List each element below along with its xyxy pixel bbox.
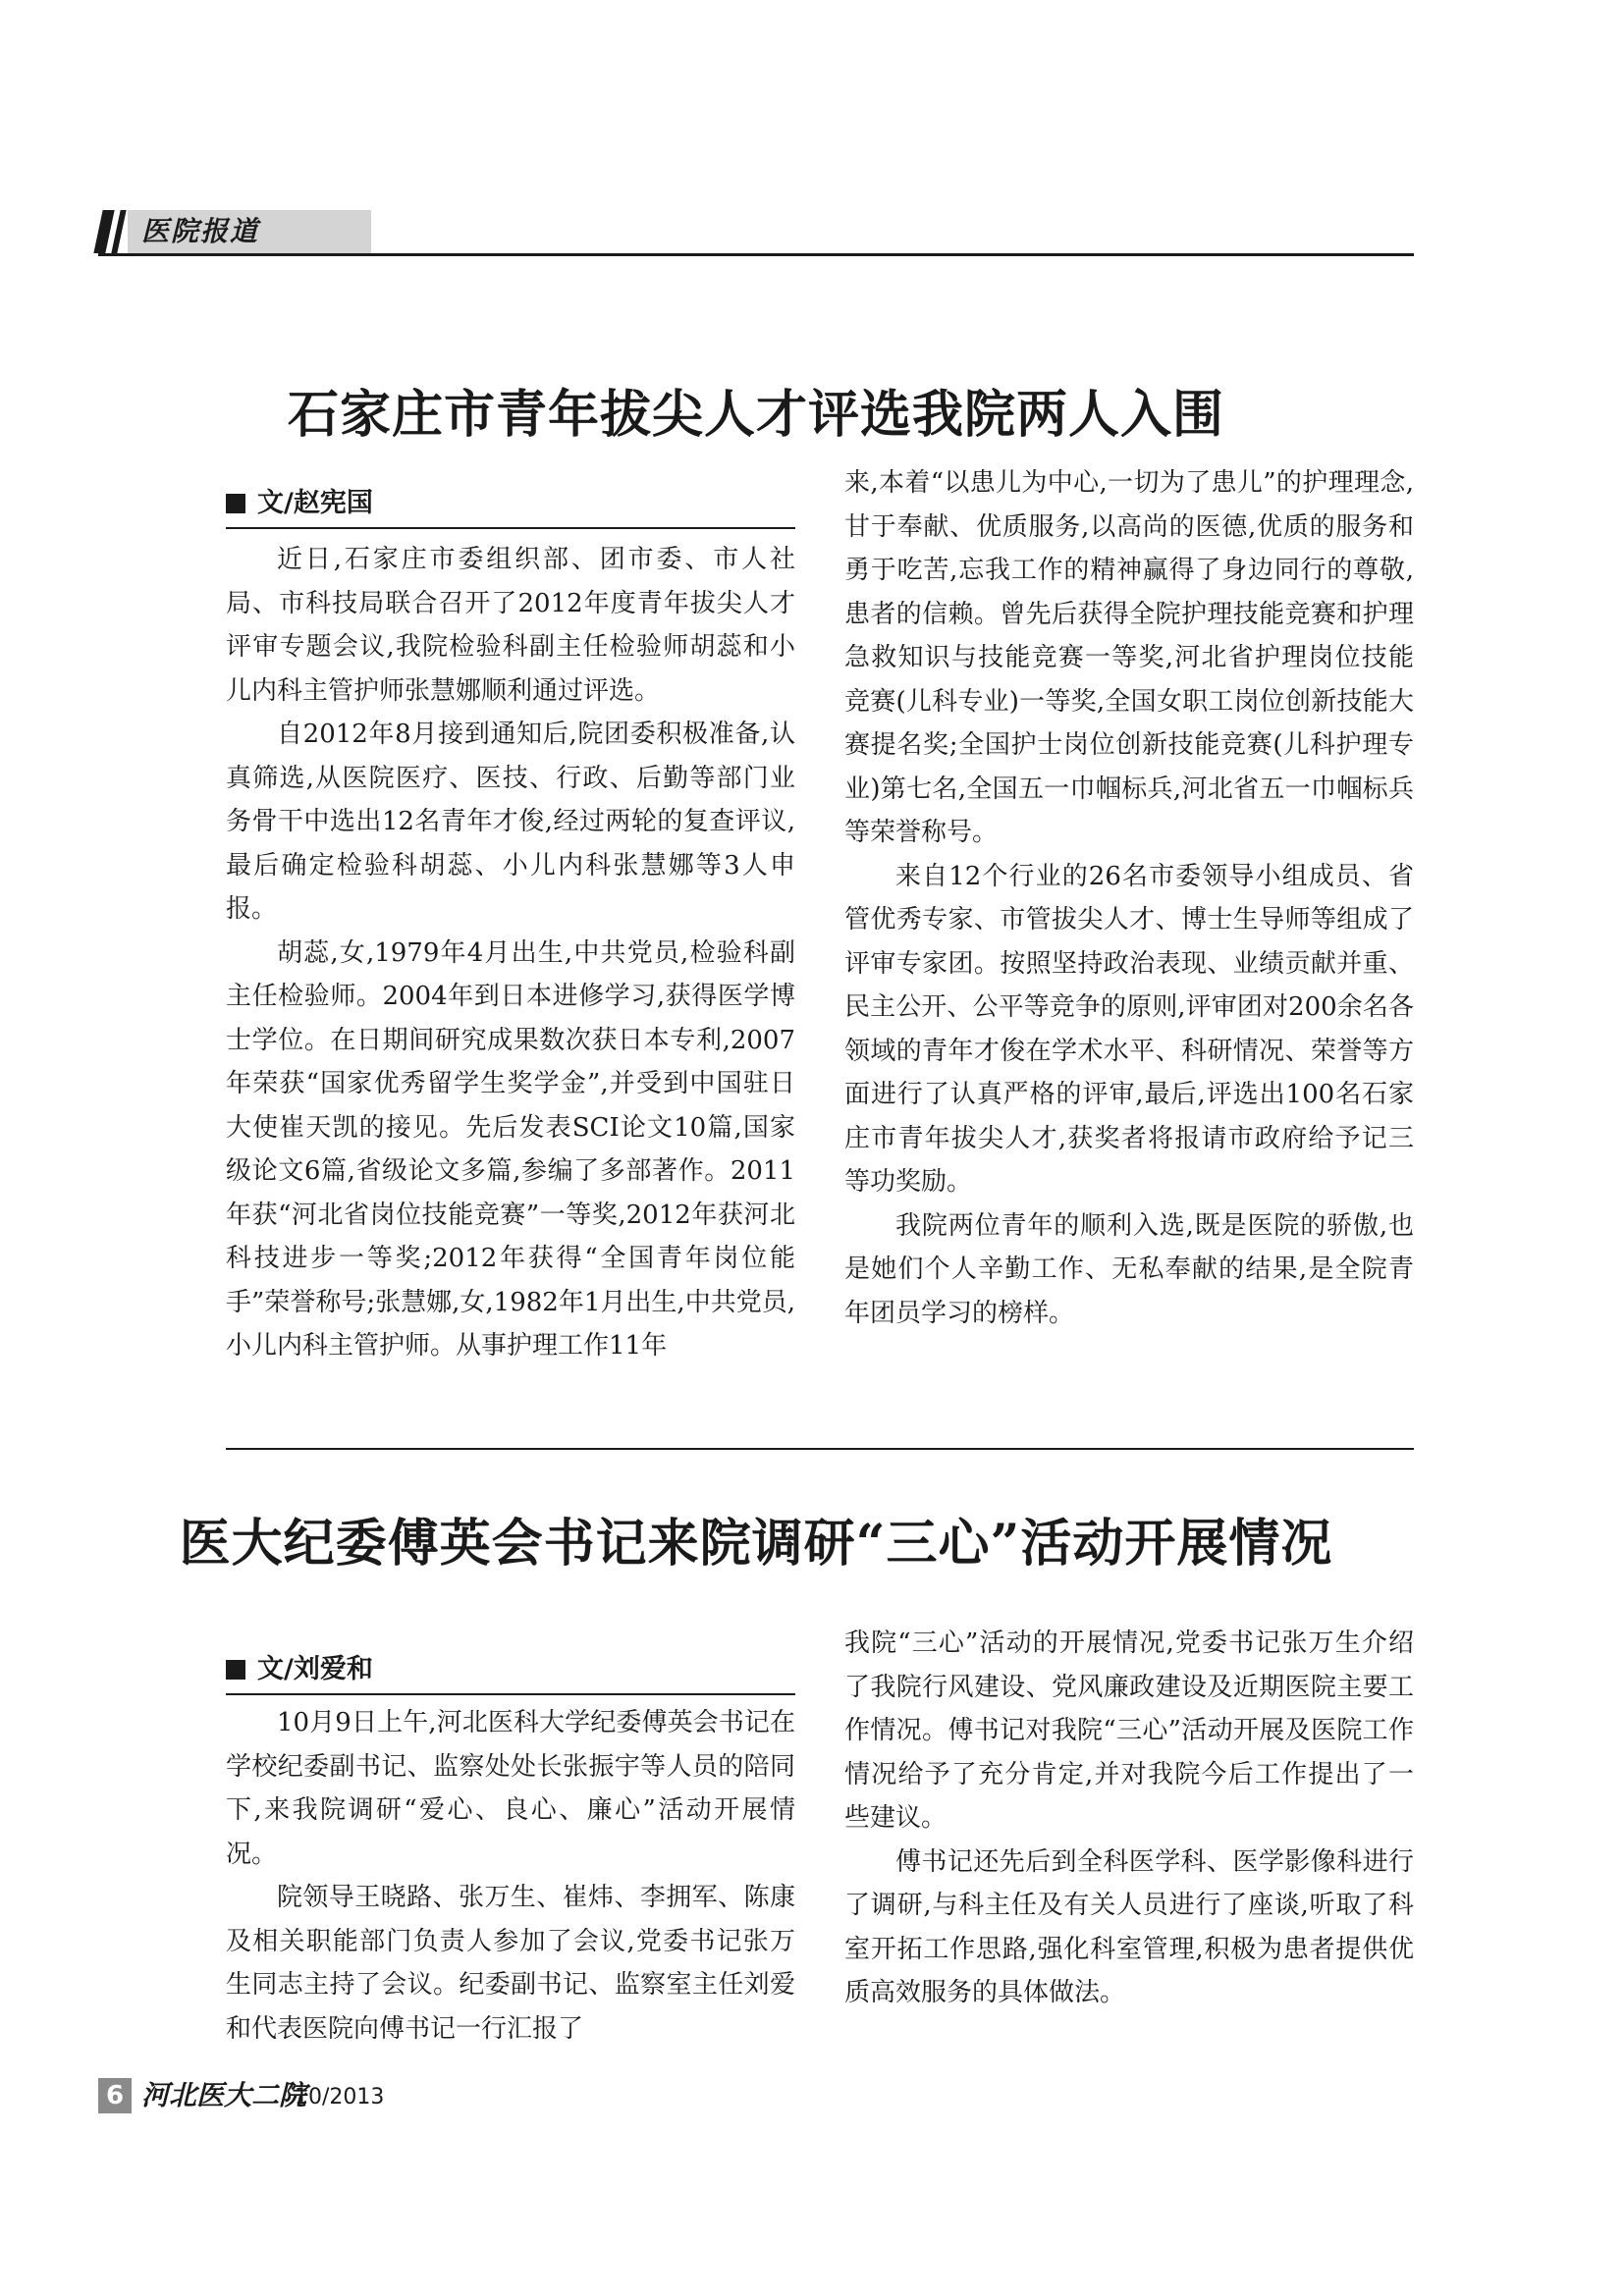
article2-paragraph: 傅书记还先后到全科医学科、医学影像科进行了调研,与科主任及有关人员进行了座谈,听取了科室开拓工作思路,强化科室管理,积极为患者提供优质高效服务的具体做法。 — [844, 1846, 1414, 2007]
header-accent-bar — [93, 210, 114, 253]
article1-right-column — [844, 461, 1414, 1335]
page-number: 6 — [98, 2078, 132, 2113]
section-tag: 医院报道 — [128, 210, 371, 253]
article1-byline — [226, 484, 795, 529]
article2-left-column — [226, 1701, 795, 2051]
article1-paragraph: 来,本着“以患儿为中心,一切为了患儿”的护理理念,甘于奉献、优质服务,以高尚的医德,优质的服务和勇于吃苦,忘我工作的精神赢得了身边同行的尊敬,患者的信赖。曾先后获得全院护理技能竞赛和护理急救知识与技能竞赛一等奖,河北省护理岗位技能竞赛(儿科专业)一等奖,全国女职工岗位创新技能大赛提名奖;全国护士岗位创新技能竞赛(儿科护理专业)第七名,全国五一巾帼标兵,河北省五一巾帼标兵等荣誉称号。 — [844, 468, 1414, 847]
issue-number: 10/2013 — [295, 2085, 385, 2109]
article2-right-column — [844, 1622, 1414, 2015]
article1-paragraph: 我院两位青年的顺利入选,既是医院的骄傲,也是她们个人辛勤工作、无私奉献的结果,是全院青年团员学习的榜样。 — [844, 1210, 1414, 1328]
article2-paragraph: 我院“三心”活动的开展情况,党委书记张万生介绍了我院行风建设、党风廉政建设及近期医院主要工作情况。傅书记对我院“三心”活动开展及医院工作情况给予了充分肯定,并对我院今后工作提出了一些建议。 — [844, 1629, 1414, 1833]
byline-square-icon — [226, 494, 245, 513]
byline-square-icon — [226, 1660, 245, 1680]
article1-title: 石家庄市青年拔尖人才评选我院两人入围 — [287, 385, 1224, 445]
article2-title: 医大纪委傅英会书记来院调研“三心”活动开展情况 — [179, 1514, 1333, 1574]
article2-paragraph: 院领导王晓路、张万生、崔炜、李拥军、陈康及相关职能部门负责人参加了会议,党委书记张万生同志主持了会议。纪委副书记、监察室主任刘爱和代表医院向傅书记一行汇报了 — [226, 1883, 795, 2044]
header-rule — [98, 253, 1414, 256]
article2-author: 文/刘爱和 — [257, 1654, 373, 1684]
header-accent-bar-thin — [111, 210, 126, 253]
article1-paragraph: 自2012年8月接到通知后,院团委积极准备,认真筛选,从医院医疗、医技、行政、后勤等部门业务骨干中选出12名青年才俊,经过两轮的复查评议,最后确定检验科胡蕊、小儿内科张慧娜等3人申报。 — [226, 720, 795, 924]
article1-author: 文/赵宪国 — [257, 488, 373, 518]
article1-paragraph: 来自12个行业的26名市委领导小组成员、省管优秀专家、市管拔尖人才、博士生导师等组成了评审专家团。按照坚持政治表现、业绩贡献并重、民主公开、公平等竞争的原则,评审团对200余名各领域的青年才俊在学术水平、科研情况、荣誉等方面进行了认真严格的评审,最后,评选出100名石家庄市青年拔尖人才,获奖者将报请市政府给予记三等功奖励。 — [844, 861, 1414, 1197]
section-header — [98, 206, 1414, 257]
article2-byline — [226, 1650, 795, 1695]
article1-left-column — [226, 538, 795, 1368]
journal-name: 河北医大二院 — [141, 2079, 307, 2111]
article2-paragraph: 10月9日上午,河北医科大学纪委傅英会书记在学校纪委副书记、监察处处长张振宇等人员的陪同下,来我院调研“爱心、良心、廉心”活动开展情况。 — [226, 1708, 795, 1869]
article1-paragraph: 胡蕊,女,1979年4月出生,中共党员,检验科副主任检验师。2004年到日本进修学习,获得医学博士学位。在日期间研究成果数次获日本专利,2007年荣获“国家优秀留学生奖学金”,并受到中国驻日大使崔天凯的接见。先后发表SCI论文10篇,国家级论文6篇,省级论文多篇,参编了多部著作。2011年获“河北省岗位技能竞赛”一等奖,2012年获河北科技进步一等奖;2012年获得“全国青年岗位能手”荣誉称号;张慧娜,女,1982年1月出生,中共党员,小儿内科主管护师。从事护理工作11年 — [226, 937, 795, 1361]
article-divider — [226, 1448, 1414, 1450]
article1-paragraph: 近日,石家庄市委组织部、团市委、市人社局、市科技局联合召开了2012年度青年拔尖人才评审专题会议,我院检验科副主任检验师胡蕊和小儿内科主管护师张慧娜顺利通过评选。 — [226, 545, 795, 706]
